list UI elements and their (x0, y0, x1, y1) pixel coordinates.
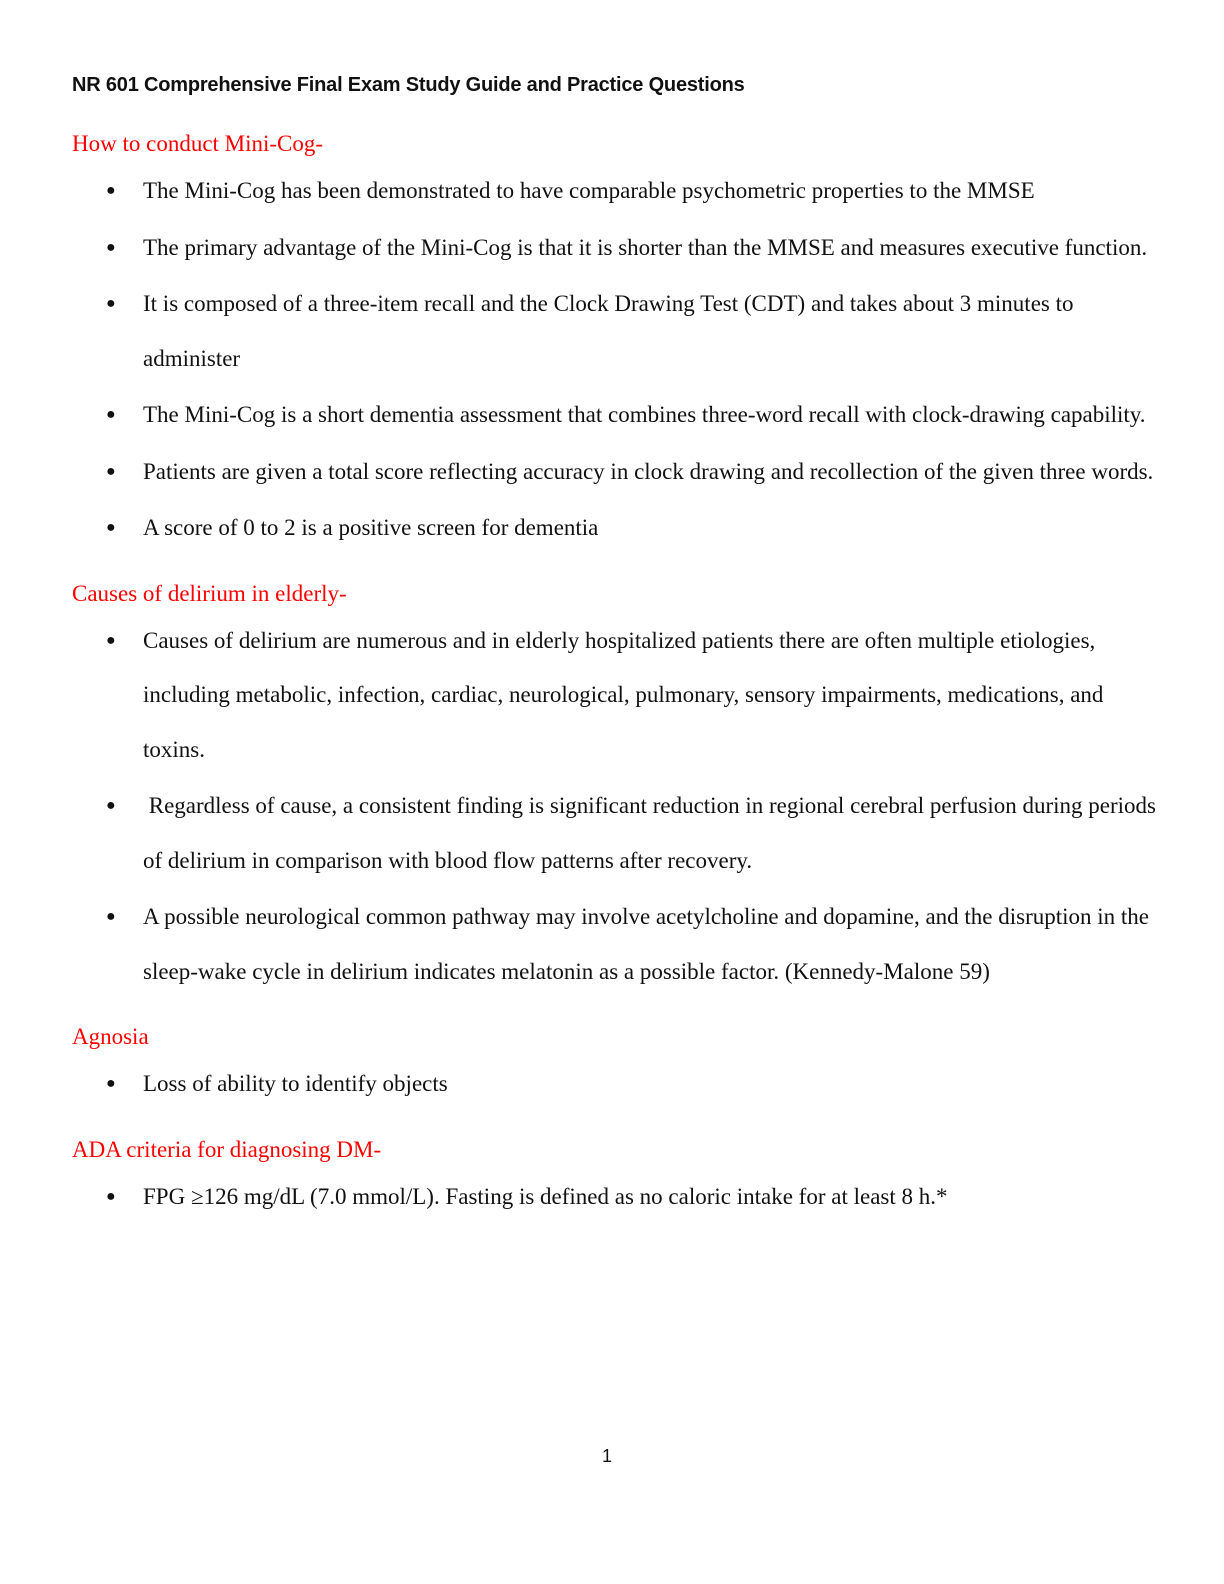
list-item-text: It is composed of a three-item recall and the Clock Drawing Test (CDT) and takes about 3 minutes to administer (143, 291, 1074, 371)
bullet-icon: ● (106, 1075, 116, 1092)
bullet-icon: ● (106, 797, 116, 814)
list-item (0, 1057, 1224, 1112)
bullet-icon: ● (106, 908, 116, 925)
list-item-text: FPG ≥126 mg/dL (7.0 mmol/L). Fasting is defined as no caloric intake for at least 8 h.* (143, 1183, 948, 1209)
bullet-icon: ● (106, 182, 116, 199)
bullet-icon: ● (106, 1187, 116, 1205)
list-item-text: Loss of ability to identify objects (143, 1071, 448, 1096)
list-item (0, 501, 1224, 556)
section-agnosia (0, 1019, 1224, 1112)
list-item-text: A score of 0 to 2 is a positive screen for dementia (143, 515, 599, 540)
section-delirium-causes (0, 576, 1224, 1000)
bullet-list (0, 612, 1224, 1000)
section-mini-cog (0, 126, 1224, 556)
bullet-list (0, 162, 1224, 556)
section-heading: How to conduct Mini-Cog- (72, 131, 324, 156)
bullet-icon: ● (106, 238, 116, 256)
page-number: 1 (601, 1446, 612, 1466)
section-ada-criteria (0, 1132, 1224, 1225)
document-body (0, 126, 1224, 1244)
list-item (0, 164, 1224, 219)
bullet-list (0, 1055, 1224, 1112)
list-item (0, 890, 1224, 999)
list-item (0, 221, 1224, 276)
list-item-text: Causes of delirium are numerous and in elderly hospitalized patients there are often multiple etiologies, including metabolic, infection, cardiac, neurological, pulmonary, sensory impairments, medications, and toxins. (143, 627, 1104, 762)
section-heading: Causes of delirium in elderly- (72, 580, 347, 606)
list-item-text: The Mini-Cog is a short dementia assessment that combines three-word recall with clock-drawing capability. (143, 402, 1146, 427)
list-item (0, 445, 1224, 500)
section-heading: Agnosia (72, 1024, 149, 1049)
bullet-icon: ● (106, 631, 116, 649)
bullet-list (0, 1168, 1224, 1225)
list-item-text: Patients are given a total score reflecting accuracy in clock drawing and recollection of the given three words. (143, 458, 1154, 484)
list-item (0, 614, 1224, 778)
page-title: NR 601 Comprehensive Final Exam Study Guide and Practice Questions (72, 74, 745, 96)
list-item (0, 1170, 1224, 1225)
bullet-icon: ● (106, 295, 116, 312)
list-item (0, 277, 1224, 386)
list-item-text: Regardless of cause, a consistent finding is significant reduction in regional cerebral perfusion during periods of delirium in comparison with blood flow patterns after recovery. (143, 793, 1162, 873)
bullet-icon: ● (106, 462, 116, 480)
section-heading: ADA criteria for diagnosing DM- (72, 1136, 382, 1162)
bullet-icon: ● (106, 406, 116, 423)
list-item-text: The Mini-Cog has been demonstrated to have comparable psychometric properties to the MMSE (143, 178, 1035, 203)
list-item (0, 779, 1224, 888)
list-item (0, 388, 1224, 443)
bullet-icon: ● (106, 519, 116, 536)
list-item-text: A possible neurological common pathway may involve acetylcholine and dopamine, and the disruption in the sleep-wake cycle in delirium indicates melatonin as a possible factor. (Kennedy-Malone 59) (143, 904, 1150, 984)
list-item-text: The primary advantage of the Mini-Cog is that it is shorter than the MMSE and measures executive function. (143, 234, 1148, 260)
